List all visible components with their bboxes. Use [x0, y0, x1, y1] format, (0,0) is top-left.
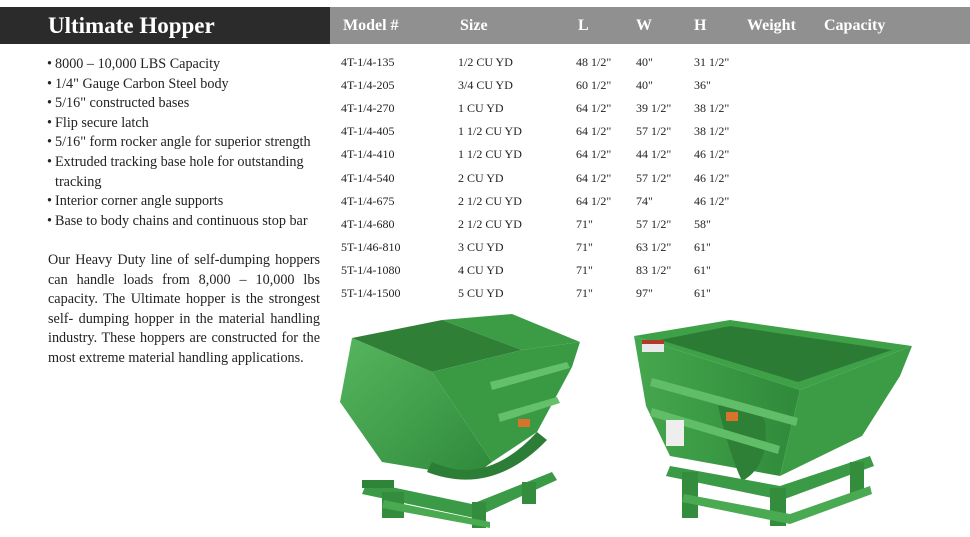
cell-width: 57 1/2" — [636, 216, 672, 231]
cell-length: 64 1/2" — [576, 101, 612, 116]
cell-model: 5T-1/46-810 — [341, 239, 401, 254]
cell-height: 61" — [694, 286, 711, 300]
cell-width: 40" — [636, 78, 653, 93]
cell-length: 48 1/2" — [576, 55, 612, 69]
header-size: Size — [460, 17, 488, 34]
cell-model: 4T-1/4-675 — [341, 193, 395, 208]
cell-model: 5T-1/4-1500 — [341, 286, 401, 300]
cell-length: 64 1/2" — [576, 147, 612, 162]
cell-model: 4T-1/4-135 — [341, 55, 395, 69]
cell-height: 38 1/2" — [694, 124, 730, 139]
hopper-photo-right — [630, 316, 918, 530]
cell-width: 63 1/2" — [636, 239, 672, 254]
header-height: H — [694, 17, 707, 34]
title-bar — [0, 7, 330, 44]
feature-item: • 5/16" form rocker angle for superior strength — [47, 133, 327, 153]
cell-height: 46 1/2" — [694, 147, 730, 162]
cell-length: 71" — [576, 286, 593, 300]
feature-item: • Extruded tracking base hole for outstanding tracking — [47, 153, 327, 192]
header-model: Model # — [343, 17, 399, 34]
cell-length: 71" — [576, 239, 593, 254]
cell-height: 58" — [694, 216, 711, 231]
cell-width: 57 1/2" — [636, 124, 672, 139]
cell-size: 1 1/2 CU YD — [458, 124, 522, 139]
feature-item: • 1/4" Gauge Carbon Steel body — [47, 75, 327, 95]
cell-size: 2 CU YD — [458, 170, 504, 185]
product-description: Our Heavy Duty line of self-dumping hoppers can handle loads from 8,000 – 10,000 lbs capacity. The Ultimate hopper is the strongest self- dumping hopper in the material handling industry. These hoppers are constructed for the most extreme material handling applications. — [48, 252, 320, 366]
cell-size: 1 CU YD — [458, 101, 504, 116]
cell-model: 4T-1/4-540 — [341, 170, 395, 185]
feature-list — [47, 55, 327, 231]
table-header — [330, 7, 970, 44]
cell-width: 39 1/2" — [636, 101, 672, 116]
cell-width: 97" — [636, 286, 653, 300]
cell-length: 71" — [576, 216, 593, 231]
feature-item: • 5/16" constructed bases — [47, 94, 327, 114]
header-length: L — [578, 17, 589, 34]
cell-length: 60 1/2" — [576, 78, 612, 93]
cell-height: 61" — [694, 262, 711, 277]
cell-width: 83 1/2" — [636, 262, 672, 277]
cell-width: 40" — [636, 55, 653, 69]
header-width: W — [636, 17, 652, 34]
cell-size: 4 CU YD — [458, 262, 504, 277]
cell-length: 64 1/2" — [576, 124, 612, 139]
cell-width: 57 1/2" — [636, 170, 672, 185]
cell-size: 1 1/2 CU YD — [458, 147, 522, 162]
cell-size: 3/4 CU YD — [458, 78, 513, 93]
cell-model: 4T-1/4-205 — [341, 78, 395, 93]
feature-item: • 8000 – 10,000 LBS Capacity — [47, 55, 327, 75]
cell-model: 4T-1/4-410 — [341, 147, 395, 162]
cell-model: 4T-1/4-270 — [341, 101, 395, 116]
cell-height: 46 1/2" — [694, 170, 730, 185]
cell-height: 38 1/2" — [694, 101, 730, 116]
feature-item: • Base to body chains and continuous stop bar — [47, 212, 327, 232]
hopper-photo-left — [322, 312, 584, 534]
cell-model: 4T-1/4-405 — [341, 124, 395, 139]
feature-item: • Flip secure latch — [47, 114, 327, 134]
header-capacity: Capacity — [824, 17, 886, 34]
cell-size: 1/2 CU YD — [458, 55, 513, 69]
cell-model: 5T-1/4-1080 — [341, 262, 401, 277]
cell-height: 31 1/2" — [694, 55, 730, 69]
cell-width: 44 1/2" — [636, 147, 672, 162]
cell-width: 74" — [636, 193, 653, 208]
cell-length: 71" — [576, 262, 593, 277]
cell-size: 2 1/2 CU YD — [458, 193, 522, 208]
header-weight: Weight — [747, 17, 796, 34]
cell-size: 3 CU YD — [458, 239, 504, 254]
cell-height: 36" — [694, 78, 711, 93]
cell-length: 64 1/2" — [576, 193, 612, 208]
page-title: Ultimate Hopper — [48, 13, 215, 38]
cell-length: 64 1/2" — [576, 170, 612, 185]
cell-height: 61" — [694, 239, 711, 254]
cell-size: 5 CU YD — [458, 286, 504, 300]
cell-size: 2 1/2 CU YD — [458, 216, 522, 231]
feature-item: • Interior corner angle supports — [47, 192, 327, 212]
cell-height: 46 1/2" — [694, 193, 730, 208]
cell-model: 4T-1/4-680 — [341, 216, 395, 231]
